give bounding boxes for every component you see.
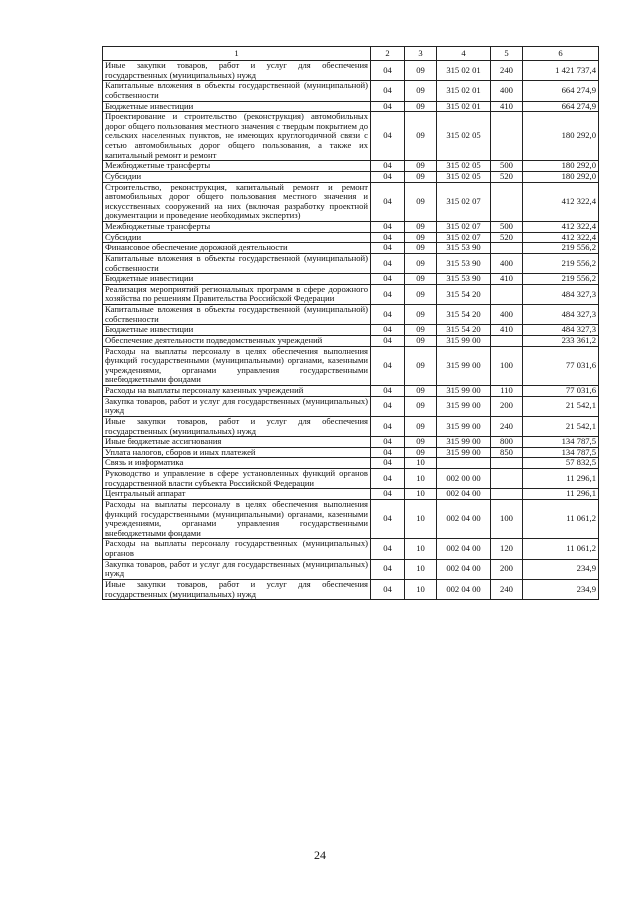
expense-type-code-cell: 200 xyxy=(491,396,523,416)
target-item-code-cell: 315 02 07 xyxy=(437,182,491,222)
expense-type-code-cell: 100 xyxy=(491,346,523,386)
amount-cell: 11 061,2 xyxy=(523,499,599,539)
expense-type-code-cell: 410 xyxy=(491,325,523,336)
row-name-cell: Расходы на выплаты персоналу государственных (муниципальных) органов xyxy=(103,539,371,559)
row-name-cell: Межбюджетные трансферты xyxy=(103,161,371,172)
target-item-code-cell: 315 99 00 xyxy=(437,437,491,448)
target-item-code-cell: 315 02 07 xyxy=(437,232,491,243)
section-code-cell: 04 xyxy=(371,161,405,172)
amount-cell: 11 296,1 xyxy=(523,489,599,500)
row-name-cell: Капитальные вложения в объекты государственной (муниципальной) собственности xyxy=(103,81,371,101)
header-cell: 6 xyxy=(523,47,599,61)
header-cell: 5 xyxy=(491,47,523,61)
expense-type-code-cell: 400 xyxy=(491,305,523,325)
table-row xyxy=(103,182,599,222)
expense-type-code-cell: 520 xyxy=(491,232,523,243)
table-row xyxy=(103,243,599,254)
table-row xyxy=(103,112,599,161)
row-name-cell: Расходы на выплаты персоналу в целях обеспечения выполнения функций государственными (муниципальными) органами, казенными учреждениями, органами управления государственными внебюджетными фондами xyxy=(103,499,371,539)
subsection-code-cell: 10 xyxy=(405,469,437,489)
amount-cell: 57 832,5 xyxy=(523,458,599,469)
table-row xyxy=(103,469,599,489)
amount-cell: 484 327,3 xyxy=(523,325,599,336)
amount-cell: 1 421 737,4 xyxy=(523,61,599,81)
amount-cell: 412 322,4 xyxy=(523,222,599,233)
section-code-cell: 04 xyxy=(371,305,405,325)
table-row xyxy=(103,499,599,539)
row-name-cell: Финансовое обеспечение дорожной деятельности xyxy=(103,243,371,254)
expense-type-code-cell: 400 xyxy=(491,253,523,273)
row-name-cell: Иные бюджетные ассигнования xyxy=(103,437,371,448)
amount-cell: 77 031,6 xyxy=(523,386,599,397)
target-item-code-cell: 315 54 20 xyxy=(437,284,491,304)
section-code-cell: 04 xyxy=(371,182,405,222)
expense-type-code-cell xyxy=(491,469,523,489)
target-item-code-cell: 315 02 07 xyxy=(437,222,491,233)
expense-type-code-cell xyxy=(491,112,523,161)
target-item-code-cell: 315 53 90 xyxy=(437,253,491,273)
subsection-code-cell: 10 xyxy=(405,559,437,579)
header-cell: 3 xyxy=(405,47,437,61)
table-row xyxy=(103,171,599,182)
amount-cell: 664 274,9 xyxy=(523,101,599,112)
target-item-code-cell: 315 02 05 xyxy=(437,161,491,172)
expense-type-code-cell xyxy=(491,458,523,469)
target-item-code-cell: 315 99 00 xyxy=(437,447,491,458)
row-name-cell: Иные закупки товаров, работ и услуг для обеспечения государственных (муниципальных) нужд xyxy=(103,416,371,436)
row-name-cell: Субсидии xyxy=(103,171,371,182)
table-row xyxy=(103,437,599,448)
amount-cell: 77 031,6 xyxy=(523,346,599,386)
expense-type-code-cell: 240 xyxy=(491,579,523,599)
table-row xyxy=(103,81,599,101)
table-row xyxy=(103,335,599,346)
amount-cell: 21 542,1 xyxy=(523,416,599,436)
expense-type-code-cell: 120 xyxy=(491,539,523,559)
expense-type-code-cell: 400 xyxy=(491,81,523,101)
target-item-code-cell: 002 00 00 xyxy=(437,469,491,489)
table-row xyxy=(103,222,599,233)
target-item-code-cell xyxy=(437,458,491,469)
table-body xyxy=(103,61,599,600)
row-name-cell: Межбюджетные трансферты xyxy=(103,222,371,233)
section-code-cell: 04 xyxy=(371,499,405,539)
subsection-code-cell: 09 xyxy=(405,284,437,304)
table-row xyxy=(103,101,599,112)
amount-cell: 21 542,1 xyxy=(523,396,599,416)
subsection-code-cell: 10 xyxy=(405,539,437,559)
section-code-cell: 04 xyxy=(371,559,405,579)
amount-cell: 11 296,1 xyxy=(523,469,599,489)
expense-type-code-cell xyxy=(491,182,523,222)
section-code-cell: 04 xyxy=(371,386,405,397)
target-item-code-cell: 002 04 00 xyxy=(437,499,491,539)
section-code-cell: 04 xyxy=(371,232,405,243)
table-row xyxy=(103,346,599,386)
header-cell: 4 xyxy=(437,47,491,61)
section-code-cell: 04 xyxy=(371,447,405,458)
expense-type-code-cell xyxy=(491,243,523,254)
subsection-code-cell: 09 xyxy=(405,325,437,336)
table-row xyxy=(103,539,599,559)
amount-cell: 219 556,2 xyxy=(523,274,599,285)
row-name-cell: Расходы на выплаты персоналу в целях обеспечения выполнения функций государственными (муниципальными) органами, казенными учреждениями, органами управления государственными внебюджетными фондами xyxy=(103,346,371,386)
section-code-cell: 04 xyxy=(371,579,405,599)
expense-type-code-cell: 410 xyxy=(491,274,523,285)
amount-cell: 219 556,2 xyxy=(523,243,599,254)
section-code-cell: 04 xyxy=(371,489,405,500)
target-item-code-cell: 315 54 20 xyxy=(437,325,491,336)
amount-cell: 412 322,4 xyxy=(523,182,599,222)
target-item-code-cell: 315 54 20 xyxy=(437,305,491,325)
row-name-cell: Иные закупки товаров, работ и услуг для обеспечения государственных (муниципальных) нужд xyxy=(103,579,371,599)
target-item-code-cell: 315 99 00 xyxy=(437,346,491,386)
row-name-cell: Бюджетные инвестиции xyxy=(103,325,371,336)
row-name-cell: Центральный аппарат xyxy=(103,489,371,500)
subsection-code-cell: 10 xyxy=(405,489,437,500)
table-row xyxy=(103,325,599,336)
subsection-code-cell: 09 xyxy=(405,243,437,254)
expense-type-code-cell: 110 xyxy=(491,386,523,397)
section-code-cell: 04 xyxy=(371,325,405,336)
amount-cell: 234,9 xyxy=(523,559,599,579)
row-name-cell: Бюджетные инвестиции xyxy=(103,274,371,285)
subsection-code-cell: 09 xyxy=(405,305,437,325)
row-name-cell: Проектирование и строительство (реконструкция) автомобильных дорог общего пользования местного значения с твердым покрытием до сельских населенных пунктов, не имеющих круглогодичной связи с сетью автомобильных дорог общего пользования, а также их капитальный ремонт и ремонт xyxy=(103,112,371,161)
section-code-cell: 04 xyxy=(371,416,405,436)
section-code-cell: 04 xyxy=(371,222,405,233)
target-item-code-cell: 315 99 00 xyxy=(437,335,491,346)
table-row xyxy=(103,447,599,458)
section-code-cell: 04 xyxy=(371,396,405,416)
row-name-cell: Закупка товаров, работ и услуг для государственных (муниципальных) нужд xyxy=(103,559,371,579)
subsection-code-cell: 10 xyxy=(405,579,437,599)
expense-type-code-cell xyxy=(491,335,523,346)
target-item-code-cell: 315 02 01 xyxy=(437,81,491,101)
target-item-code-cell: 315 53 90 xyxy=(437,243,491,254)
subsection-code-cell: 09 xyxy=(405,335,437,346)
row-name-cell: Закупка товаров, работ и услуг для государственных (муниципальных) нужд xyxy=(103,396,371,416)
target-item-code-cell: 315 02 05 xyxy=(437,171,491,182)
subsection-code-cell: 09 xyxy=(405,386,437,397)
subsection-code-cell: 09 xyxy=(405,232,437,243)
table-row xyxy=(103,161,599,172)
target-item-code-cell: 315 02 01 xyxy=(437,101,491,112)
budget-table xyxy=(102,46,599,600)
row-name-cell: Обеспечение деятельности подведомственных учреждений xyxy=(103,335,371,346)
row-name-cell: Руководство и управление в сфере установленных функций органов государственной власти субъекта Российской Федерации xyxy=(103,469,371,489)
section-code-cell: 04 xyxy=(371,458,405,469)
row-name-cell: Строительство, реконструкция, капитальный ремонт и ремонт автомобильных дорог общего пользования местного значения и искусственных сооружений на них (включая разработку проектной документации и проведение необходимых экспертиз) xyxy=(103,182,371,222)
section-code-cell: 04 xyxy=(371,284,405,304)
amount-cell: 11 061,2 xyxy=(523,539,599,559)
amount-cell: 180 292,0 xyxy=(523,161,599,172)
expense-type-code-cell: 800 xyxy=(491,437,523,448)
subsection-code-cell: 09 xyxy=(405,81,437,101)
target-item-code-cell: 002 04 00 xyxy=(437,559,491,579)
table-row xyxy=(103,396,599,416)
section-code-cell: 04 xyxy=(371,539,405,559)
subsection-code-cell: 09 xyxy=(405,437,437,448)
table-row xyxy=(103,305,599,325)
amount-cell: 234,9 xyxy=(523,579,599,599)
target-item-code-cell: 002 04 00 xyxy=(437,539,491,559)
amount-cell: 484 327,3 xyxy=(523,305,599,325)
section-code-cell: 04 xyxy=(371,437,405,448)
section-code-cell: 04 xyxy=(371,61,405,81)
expense-type-code-cell: 100 xyxy=(491,499,523,539)
expense-type-code-cell: 520 xyxy=(491,171,523,182)
amount-cell: 134 787,5 xyxy=(523,437,599,448)
expense-type-code-cell: 240 xyxy=(491,416,523,436)
table-row xyxy=(103,274,599,285)
section-code-cell: 04 xyxy=(371,253,405,273)
subsection-code-cell: 09 xyxy=(405,101,437,112)
subsection-code-cell: 09 xyxy=(405,346,437,386)
amount-cell: 180 292,0 xyxy=(523,171,599,182)
row-name-cell: Уплата налогов, сборов и иных платежей xyxy=(103,447,371,458)
table-row xyxy=(103,416,599,436)
row-name-cell: Капитальные вложения в объекты государственной (муниципальной) собственности xyxy=(103,305,371,325)
subsection-code-cell: 10 xyxy=(405,458,437,469)
table-row xyxy=(103,284,599,304)
amount-cell: 219 556,2 xyxy=(523,253,599,273)
subsection-code-cell: 09 xyxy=(405,161,437,172)
row-name-cell: Капитальные вложения в объекты государственной (муниципальной) собственности xyxy=(103,253,371,273)
row-name-cell: Расходы на выплаты персоналу казенных учреждений xyxy=(103,386,371,397)
target-item-code-cell: 315 02 05 xyxy=(437,112,491,161)
section-code-cell: 04 xyxy=(371,469,405,489)
expense-type-code-cell: 200 xyxy=(491,559,523,579)
amount-cell: 180 292,0 xyxy=(523,112,599,161)
subsection-code-cell: 09 xyxy=(405,182,437,222)
expense-type-code-cell: 240 xyxy=(491,61,523,81)
amount-cell: 664 274,9 xyxy=(523,81,599,101)
section-code-cell: 04 xyxy=(371,101,405,112)
table-row xyxy=(103,232,599,243)
target-item-code-cell: 002 04 00 xyxy=(437,489,491,500)
target-item-code-cell: 315 02 01 xyxy=(437,61,491,81)
header-cell: 1 xyxy=(103,47,371,61)
table-row xyxy=(103,61,599,81)
target-item-code-cell: 315 99 00 xyxy=(437,396,491,416)
section-code-cell: 04 xyxy=(371,171,405,182)
expense-type-code-cell: 850 xyxy=(491,447,523,458)
target-item-code-cell: 315 99 00 xyxy=(437,386,491,397)
header-cell: 2 xyxy=(371,47,405,61)
section-code-cell: 04 xyxy=(371,274,405,285)
subsection-code-cell: 09 xyxy=(405,396,437,416)
subsection-code-cell: 09 xyxy=(405,171,437,182)
subsection-code-cell: 09 xyxy=(405,447,437,458)
section-code-cell: 04 xyxy=(371,346,405,386)
table-row xyxy=(103,458,599,469)
target-item-code-cell: 002 04 00 xyxy=(437,579,491,599)
table-row xyxy=(103,253,599,273)
expense-type-code-cell xyxy=(491,489,523,500)
row-name-cell: Связь и информатика xyxy=(103,458,371,469)
expense-type-code-cell xyxy=(491,284,523,304)
table-row xyxy=(103,559,599,579)
page-number: 24 xyxy=(314,848,326,862)
section-code-cell: 04 xyxy=(371,81,405,101)
expense-type-code-cell: 500 xyxy=(491,161,523,172)
row-name-cell: Бюджетные инвестиции xyxy=(103,101,371,112)
section-code-cell: 04 xyxy=(371,112,405,161)
section-code-cell: 04 xyxy=(371,243,405,254)
row-name-cell: Субсидии xyxy=(103,232,371,243)
table-row xyxy=(103,489,599,500)
subsection-code-cell: 09 xyxy=(405,222,437,233)
subsection-code-cell: 09 xyxy=(405,112,437,161)
subsection-code-cell: 09 xyxy=(405,253,437,273)
subsection-code-cell: 10 xyxy=(405,499,437,539)
expense-type-code-cell: 500 xyxy=(491,222,523,233)
row-name-cell: Реализация мероприятий региональных программ в сфере дорожного хозяйства по решениям Правительства Российской Федерации xyxy=(103,284,371,304)
section-code-cell: 04 xyxy=(371,335,405,346)
row-name-cell: Иные закупки товаров, работ и услуг для обеспечения государственных (муниципальных) нужд xyxy=(103,61,371,81)
amount-cell: 134 787,5 xyxy=(523,447,599,458)
table-row xyxy=(103,386,599,397)
subsection-code-cell: 09 xyxy=(405,274,437,285)
subsection-code-cell: 09 xyxy=(405,61,437,81)
table-row xyxy=(103,579,599,599)
amount-cell: 233 361,2 xyxy=(523,335,599,346)
target-item-code-cell: 315 99 00 xyxy=(437,416,491,436)
table-header-row xyxy=(103,47,599,61)
amount-cell: 484 327,3 xyxy=(523,284,599,304)
subsection-code-cell: 09 xyxy=(405,416,437,436)
amount-cell: 412 322,4 xyxy=(523,232,599,243)
expense-type-code-cell: 410 xyxy=(491,101,523,112)
target-item-code-cell: 315 53 90 xyxy=(437,274,491,285)
